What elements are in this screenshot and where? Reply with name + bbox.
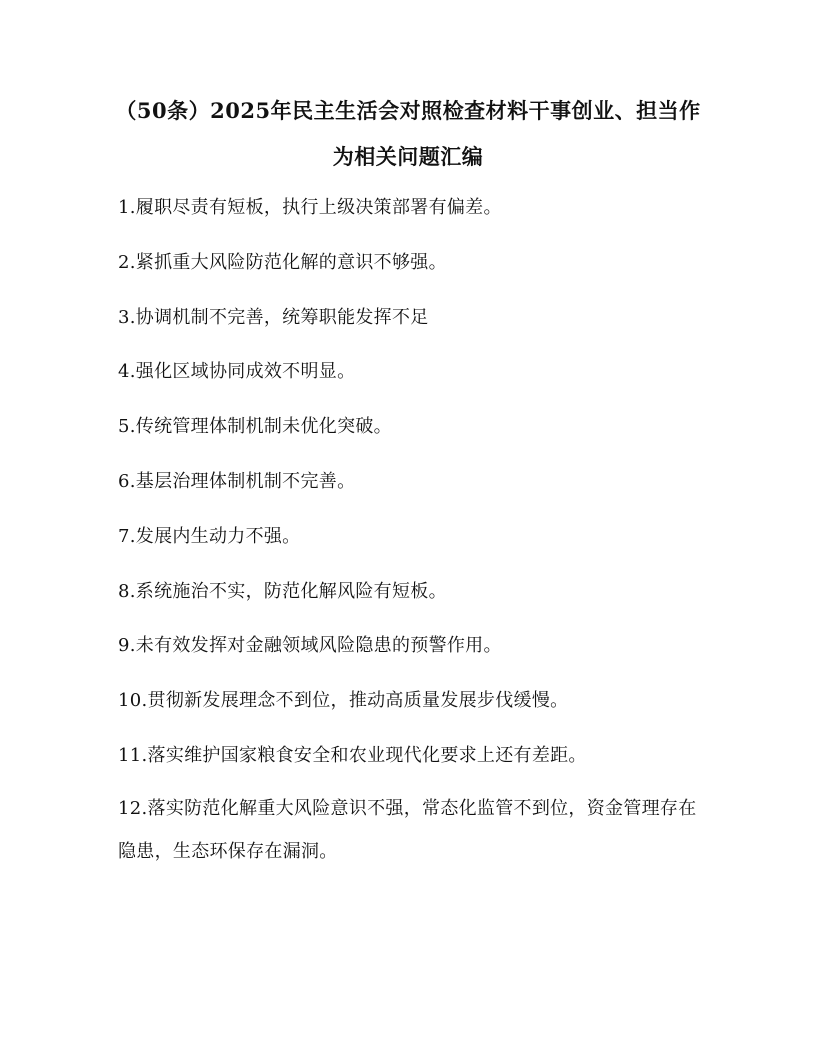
document-title-line-2: 为相关问题汇编 (332, 144, 484, 169)
list-item: 1.履职尽责有短板，执行上级决策部署有偏差。 (118, 197, 502, 218)
list-item: 4.强化区域协同成效不明显。 (118, 361, 356, 383)
list-item: 5.传统管理体制机制未优化突破。 (118, 416, 392, 438)
list-item: 11.落实维护国家粮食安全和农业现代化要求上还有差距。 (118, 744, 587, 766)
list-item: 12.落实防范化解重大风险意识不强，常态化监管不到位，资金管理存在隐患，生态环保存在漏洞。 (118, 797, 697, 862)
list-item: 2.紧抓重大风险防范化解的意识不够强。 (118, 251, 447, 273)
issue-list (118, 190, 708, 892)
list-item: 8.系统施治不实，防范化解风险有短板。 (118, 580, 447, 602)
document-title-line-1: （50条）2025年民主生活会对照检查材料干事创业、担当作 (115, 98, 701, 123)
list-item: 3.协调机制不完善，统筹职能发挥不足 (118, 306, 429, 328)
list-item: 10.贯彻新发展理念不到位，推动高质量发展步伐缓慢。 (118, 690, 569, 712)
list-item: 7.发展内生动力不强。 (118, 525, 301, 547)
list-item: 6.基层治理体制机制不完善。 (118, 470, 356, 492)
document-title (100, 88, 716, 180)
list-item: 9.未有效发挥对金融领域风险隐患的预警作用。 (118, 635, 502, 657)
